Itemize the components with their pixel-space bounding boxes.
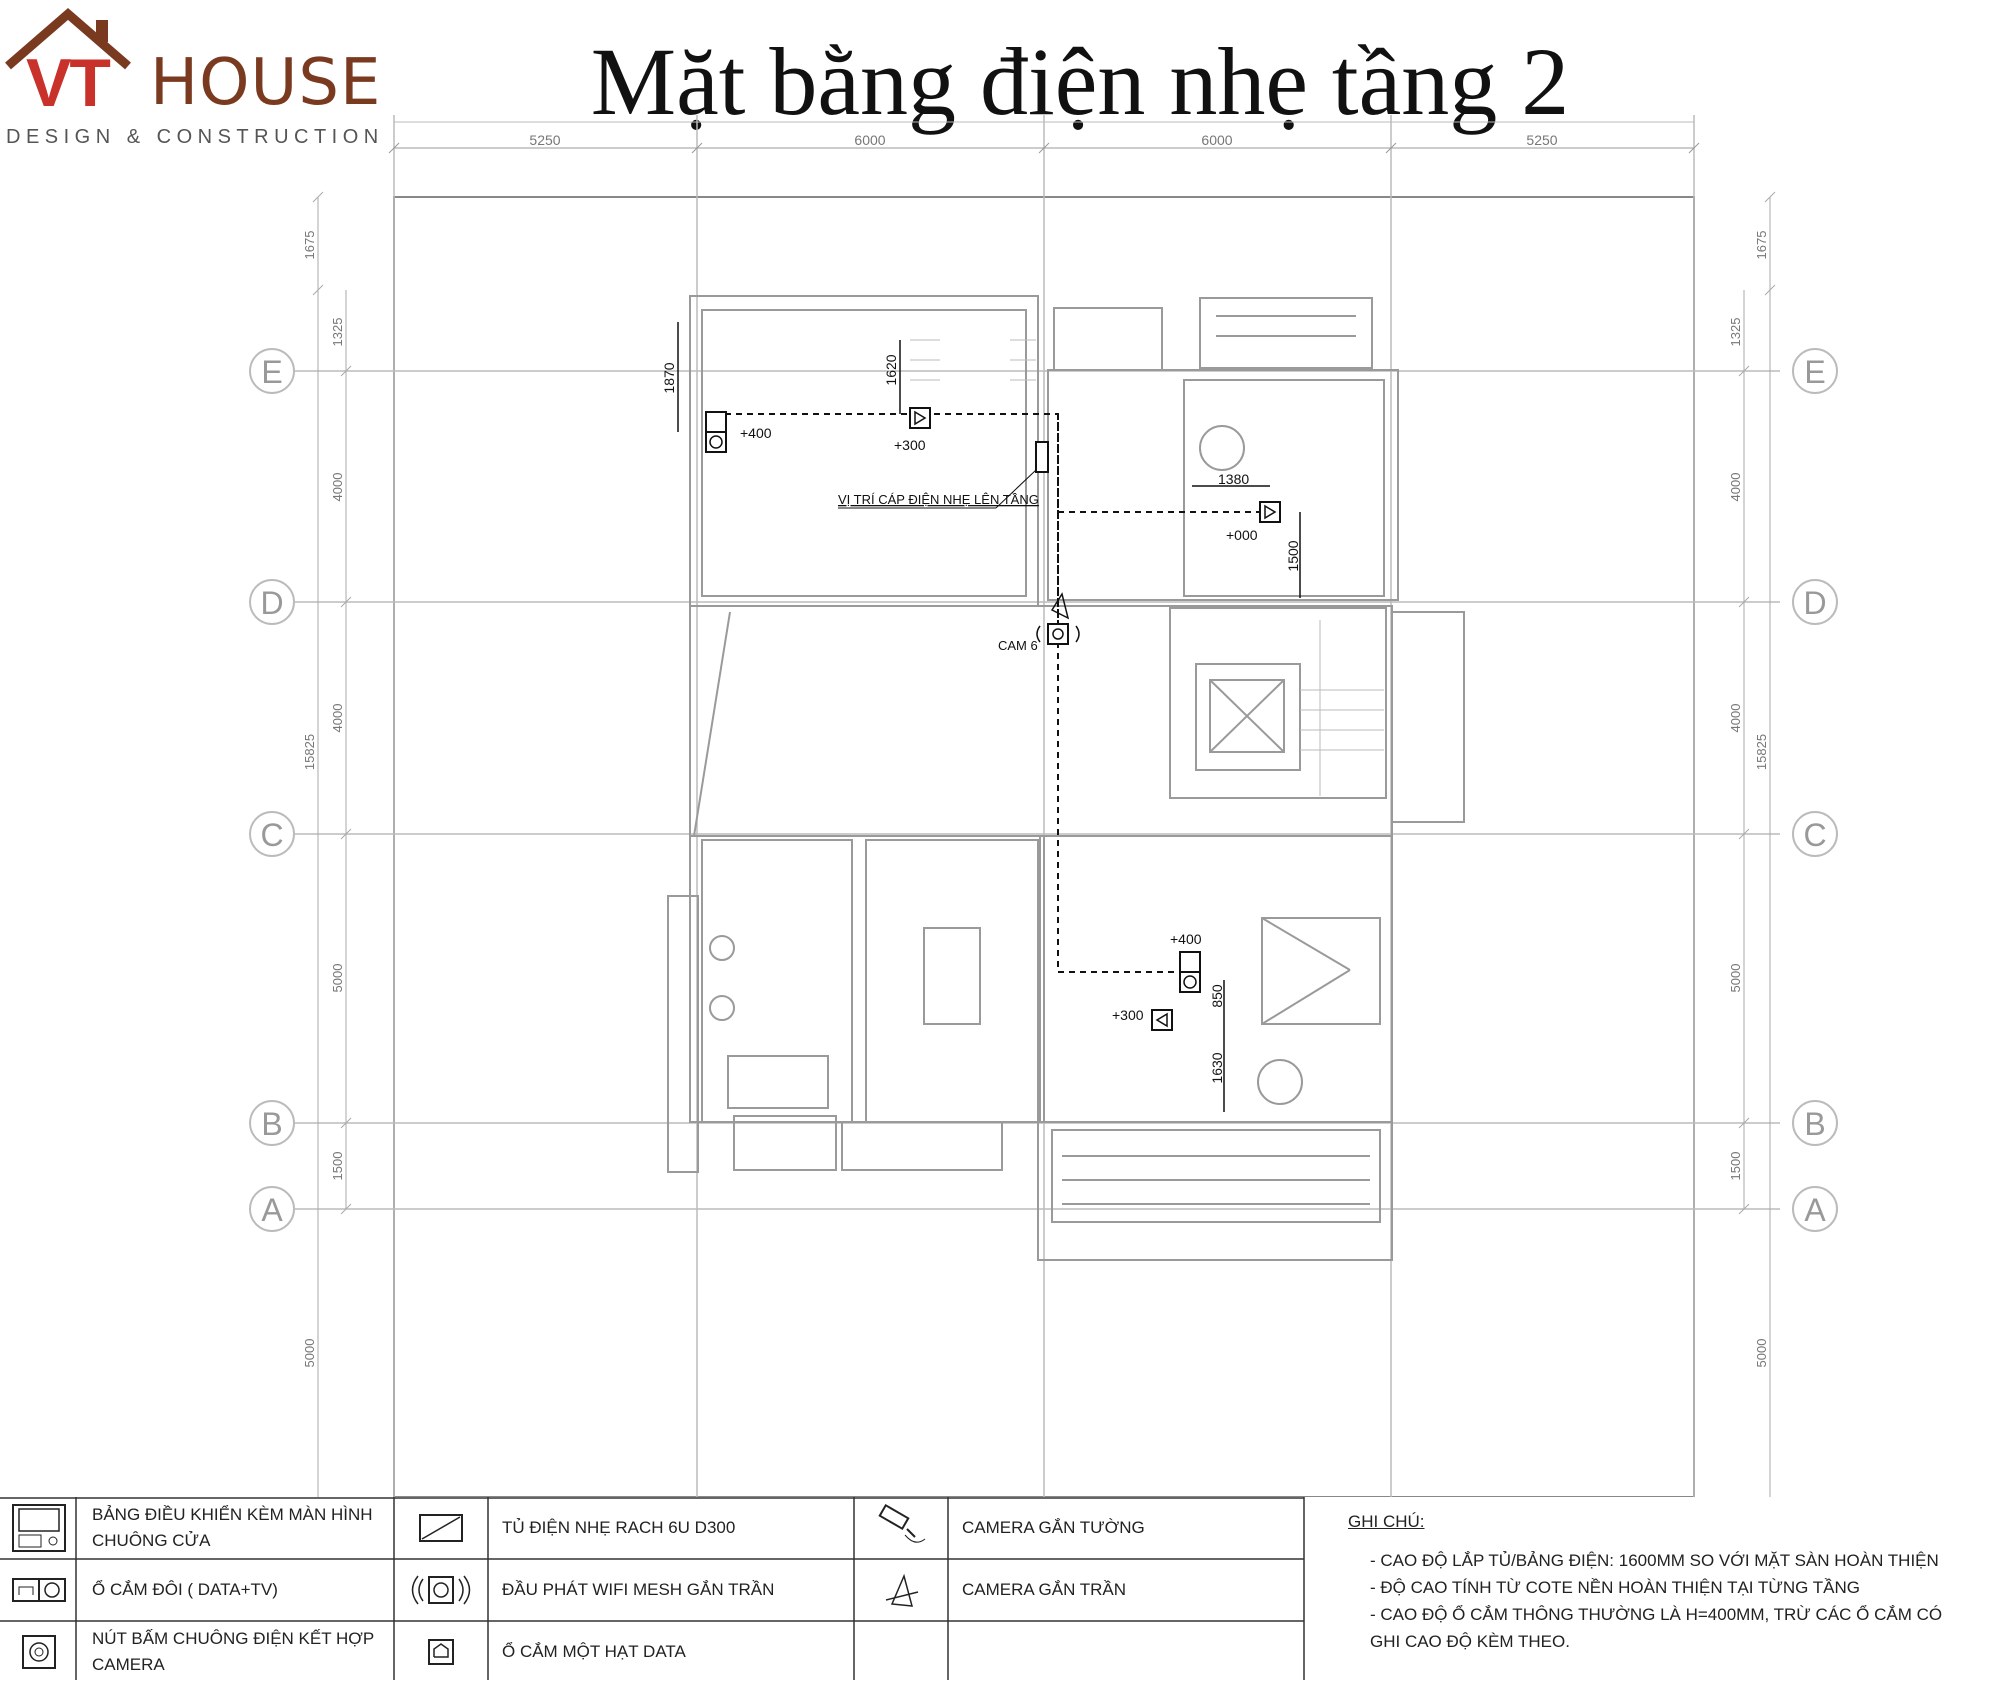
right-dim-1675: 1675 <box>1754 230 1769 260</box>
height-label-300-bottom: +300 <box>1112 1007 1144 1023</box>
grid-label-e-right: E <box>1804 354 1826 390</box>
note-item: - ĐỘ CAO TÍNH TỪ COTE NỀN HOÀN THIỆN TẠI TỪNG TẦNG <box>1370 1578 1860 1597</box>
grid-label-a-right: A <box>1804 1192 1826 1228</box>
cam6-label: CAM 6 <box>998 638 1038 653</box>
legend-label-doorbell: NÚT BẤM CHUÔNG ĐIỆN KẾT HỢP CAMERA <box>92 1629 374 1674</box>
grid-label-d: D <box>260 585 284 621</box>
wall-camera-icon <box>864 1497 938 1559</box>
column-dim-3: 6000 <box>1201 132 1233 148</box>
right-dim-5000a: 5000 <box>1728 963 1743 993</box>
double-outlet-top[interactable] <box>706 412 726 452</box>
legend-label-wifi: ĐẦU PHÁT WIFI MESH GẮN TRẦN <box>502 1580 775 1599</box>
ceiling-camera-icon <box>864 1559 938 1621</box>
notes-list <box>1370 1547 1970 1655</box>
note-item: - CAO ĐỘ LẮP TỦ/BẢNG ĐIỆN: 1600MM SO VỚI MẶT SÀN HOÀN THIỆN <box>1370 1551 1939 1570</box>
left-dim-5000b: 5000 <box>302 1338 317 1368</box>
grid-label-e: E <box>261 354 283 390</box>
left-dim-1325: 1325 <box>330 317 345 347</box>
legend-label-double-outlet: Ổ CẮM ĐÔI ( DATA+TV) <box>92 1580 278 1599</box>
column-dim-2: 6000 <box>854 132 886 148</box>
grid-label-d-right: D <box>1803 585 1827 621</box>
data-outlet-icon <box>404 1621 478 1683</box>
column-dim-1: 5250 <box>529 132 561 148</box>
height-label-400-bottom: +400 <box>1170 931 1202 947</box>
logo-word: HOUSE <box>150 46 382 120</box>
left-dim-4000b: 4000 <box>330 703 345 733</box>
right-dim-4000b: 4000 <box>1728 703 1743 733</box>
right-dim-5000b: 5000 <box>1754 1338 1769 1368</box>
legend-label-wall-camera: CAMERA GẮN TƯỜNG <box>962 1518 1145 1537</box>
building-walls <box>668 296 1464 1260</box>
grid-label-a: A <box>261 1192 283 1228</box>
left-dim-1500: 1500 <box>330 1151 345 1181</box>
legend-label-data: Ổ CẮM MỘT HẠT DATA <box>502 1642 686 1661</box>
data-outlet-right[interactable] <box>1260 502 1280 522</box>
data-outlet-top[interactable] <box>910 408 930 428</box>
legend-label-intercom: BẢNG ĐIỀU KHIỂN KÈM MÀN HÌNH CHUÔNG CỬA <box>92 1505 373 1550</box>
right-dimensions <box>1728 192 1775 1497</box>
dim-label-1500: 1500 <box>1285 540 1301 572</box>
left-dimensions <box>302 192 351 1497</box>
grid-label-b-right: B <box>1804 1106 1826 1142</box>
double-outlet-bottom[interactable] <box>1180 952 1200 992</box>
legend-label-rack: TỦ ĐIỆN NHẸ RACH 6U D300 <box>502 1518 736 1537</box>
right-dim-total: 15825 <box>1754 733 1769 771</box>
grid-label-b: B <box>261 1106 283 1142</box>
grid-label-c-right: C <box>1803 817 1827 853</box>
height-label-300-top: +300 <box>894 437 926 453</box>
dim-label-1870: 1870 <box>661 362 677 394</box>
left-dim-total: 15825 <box>302 733 317 771</box>
column-dim-4: 5250 <box>1526 132 1558 148</box>
upstairs-cable-label: VỊ TRÍ CÁP ĐIỆN NHẸ LÊN TẦNG <box>838 492 1039 507</box>
stair-treads <box>910 340 1384 796</box>
data-outlet-bottom[interactable] <box>1152 1010 1172 1030</box>
door-intercom-icon <box>2 1497 76 1559</box>
right-dim-1500: 1500 <box>1728 1151 1743 1181</box>
notes-title: GHI CHÚ: <box>1348 1512 1425 1531</box>
dim-label-850: 850 <box>1209 984 1225 1008</box>
dim-label-1380: 1380 <box>1218 471 1250 487</box>
logo-mark: VT <box>26 45 109 121</box>
left-dim-5000a: 5000 <box>330 963 345 993</box>
left-dim-4000a: 4000 <box>330 472 345 502</box>
logo-tagline: DESIGN & CONSTRUCTION <box>6 126 384 148</box>
right-dim-4000a: 4000 <box>1728 472 1743 502</box>
note-item: - CAO ĐỘ Ổ CẮM THÔNG THƯỜNG LÀ H=400MM, TRỪ CÁC Ổ CẮM CÓ GHI CAO ĐỘ KÈM THEO. <box>1370 1605 1943 1651</box>
rack-cabinet[interactable] <box>1036 442 1048 472</box>
dim-label-1620: 1620 <box>883 354 899 386</box>
double-outlet-icon <box>2 1559 76 1621</box>
left-dim-1675: 1675 <box>302 230 317 260</box>
page-title: Mặt bằng điện nhẹ tầng 2 <box>590 28 1570 135</box>
dim-label-1630: 1630 <box>1209 1052 1225 1084</box>
rack-cabinet-icon <box>404 1497 478 1559</box>
height-label-000: +000 <box>1226 527 1258 543</box>
height-label-400-top: +400 <box>740 425 772 441</box>
grid-label-c: C <box>260 817 284 853</box>
wifi-mesh-icon <box>404 1559 478 1621</box>
doorbell-camera-icon <box>2 1621 76 1683</box>
legend-label-ceiling-camera: CAMERA GẮN TRẦN <box>962 1580 1127 1599</box>
right-dim-1325: 1325 <box>1728 317 1743 347</box>
vertical-grid-lines <box>394 115 1694 1497</box>
legend-panel <box>0 1497 2000 1680</box>
